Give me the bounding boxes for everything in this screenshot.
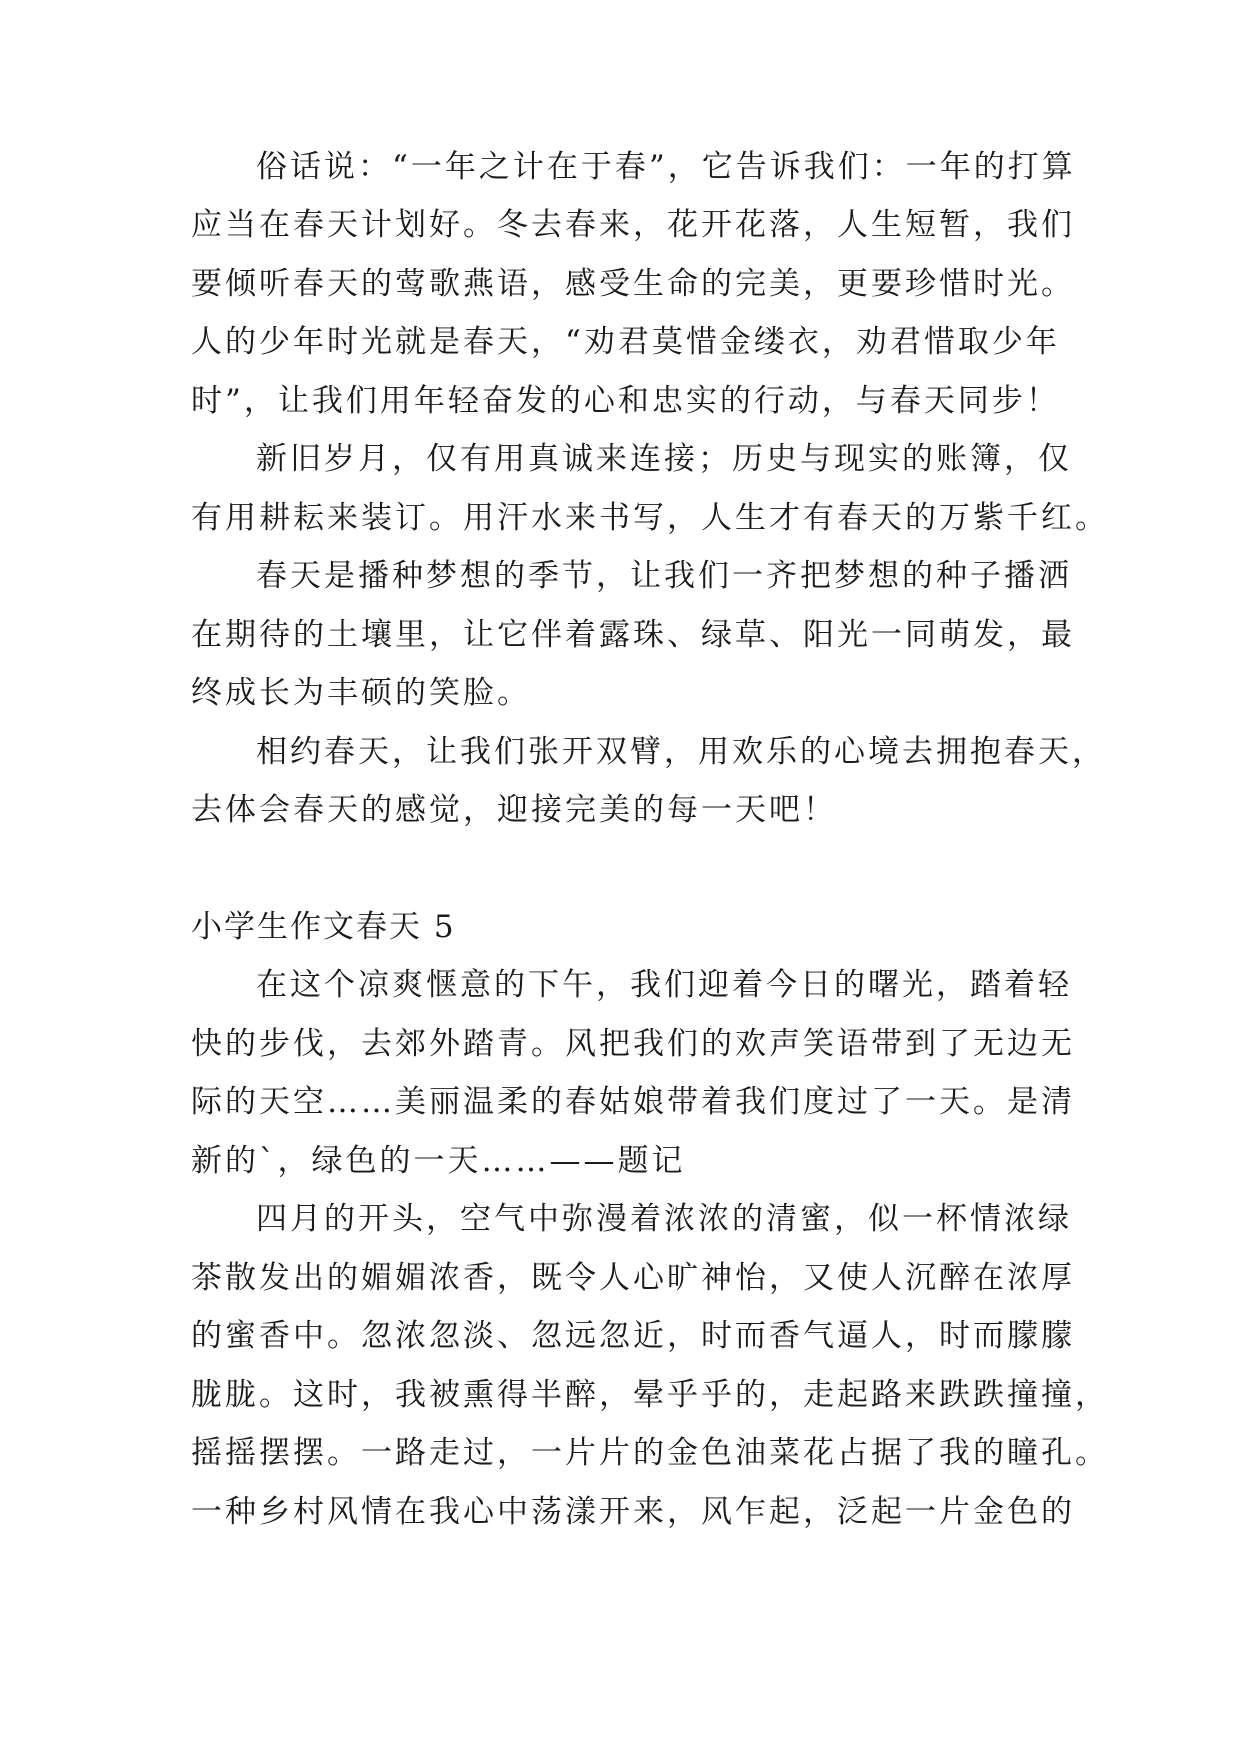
text-line: 在期待的土壤里，让它伴着露珠、绿草、阳光一同萌发，最 (191, 617, 1075, 653)
text-line: 应当在春天计划好。冬去春来，花开花落，人生短暂，我们 (191, 207, 1075, 243)
text-line: 有用耕耘来装订。用汗水来书写，人生才有春天的万紫千红。 (191, 500, 1109, 536)
text-line: 去体会春天的感觉，迎接完美的每一天吧！ (191, 792, 837, 828)
text-line: 快的步伐，去郊外踏青。风把我们的欢声笑语带到了无边无 (191, 1026, 1075, 1062)
text-line: 相约春天，让我们张开双臂，用欢乐的心境去拥抱春天， (256, 734, 1106, 770)
text-line: 际的天空……美丽温柔的春姑娘带着我们度过了一天。是清 (191, 1084, 1075, 1120)
text-line: 春天是播种梦想的季节，让我们一齐把梦想的种子播洒 (256, 558, 1072, 594)
text-line: 一种乡村风情在我心中荡漾开来，风乍起，泛起一片金色的 (191, 1494, 1075, 1530)
text-line: 在这个凉爽惬意的下午，我们迎着今日的曙光，踏着轻 (256, 967, 1072, 1003)
text-line: 茶散发出的媚媚浓香，既令人心旷神怡，又使人沉醉在浓厚 (191, 1260, 1075, 1296)
text-line: 时”，让我们用年轻奋发的心和忠实的行动，与春天同步！ (191, 383, 1060, 419)
text-line: 摇摇摆摆。一路走过，一片片的金色油菜花占据了我的瞳孔。 (191, 1435, 1109, 1471)
text-line: 胧胧。这时，我被熏得半醉，晕乎乎的，走起路来跌跌撞撞， (191, 1377, 1109, 1413)
text-line: 四月的开头，空气中弥漫着浓浓的清蜜，似一杯情浓绿 (256, 1201, 1072, 1237)
text-line: 人的少年时光就是春天，“劝君莫惜金缕衣，劝君惜取少年 (191, 324, 1060, 360)
text-line: 新的`，绿色的一天……——题记 (191, 1143, 686, 1179)
text-line: 新旧岁月，仅有用真诚来连接；历史与现实的账簿，仅 (256, 441, 1072, 477)
section-title: 小学生作文春天 5 (191, 909, 456, 945)
text-line: 终成长为丰硕的笑脸。 (191, 675, 531, 711)
text-line: 要倾听春天的莺歌燕语，感受生命的完美，更要珍惜时光。 (191, 266, 1075, 302)
text-line: 俗话说：“一年之计在于春”，它告诉我们：一年的打算 (256, 149, 1076, 185)
text-line: 的蜜香中。忽浓忽淡、忽远忽近，时而香气逼人，时而朦朦 (191, 1318, 1075, 1354)
